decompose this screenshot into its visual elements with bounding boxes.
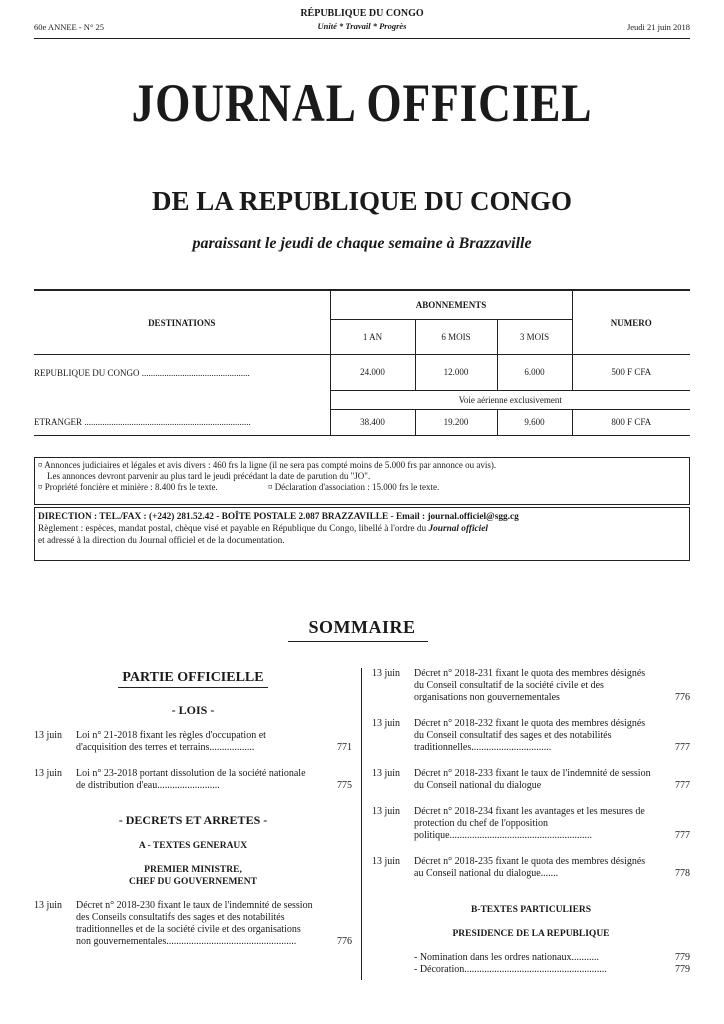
list-item[interactable]: 13 juin Décret n° 2018-232 fixant le quota des membres désignés du Conseil consultatif des sages et des notabilités traditionnelles................................ 777: [372, 718, 690, 753]
premier-ministre: PREMIER MINISTRE,: [144, 865, 242, 875]
announcement-deadline: Les annonces devront parvenir au plus tard le jeudi précédant la date de parution du "JO".: [47, 471, 371, 481]
list-item[interactable]: 13 juin Décret n° 2018-230 fixant le taux de l'indemnité de session des Conseils consultatifs des sages et des notabilités traditionnelles et de la société civile et des organisations non gouvernementales.................................................... 776: [34, 900, 352, 947]
journal-title: JOURNAL OFFICIEL: [131, 73, 593, 133]
row-congo-numero: 500 F CFA: [572, 355, 690, 391]
row-etranger-1an: 38.400: [330, 409, 415, 436]
journal-subtitle: DE LA REPUBLIQUE DU CONGO: [151, 186, 573, 216]
section-lois: - LOIS -: [171, 703, 215, 717]
col-6mois: 6 MOIS: [415, 320, 497, 355]
col-destinations: DESTINATIONS: [34, 290, 330, 355]
row-congo-6mois: 12.000: [415, 355, 497, 391]
column-divider: [361, 668, 362, 980]
country-name: RÉPUBLIQUE DU CONGO: [300, 8, 424, 19]
national-motto: Unité * Travail * Progrès: [317, 21, 407, 31]
row-congo-1an: 24.000: [330, 355, 415, 391]
list-item[interactable]: 13 juin Décret n° 2018-233 fixant le taux de l'indemnité de session du Conseil national du dialogue 777: [372, 768, 690, 791]
partie-officielle: PARTIE OFFICIELLE: [118, 670, 267, 688]
reglement-address: et adressé à la direction du Journal officiel et de la documentation.: [38, 536, 285, 546]
list-item[interactable]: 13 juin Décret n° 2018-235 fixant le quota des membres désignés au Conseil national du dialogue....... 778: [372, 856, 690, 879]
list-item[interactable]: 13 juin Loi n° 21-2018 fixant les règles d'occupation et d'acquisition des terres et terrains.................. 771: [34, 730, 352, 753]
announcement-fonciere: ¤ Propriété foncière et minière : 8.400 frs le texte.: [38, 482, 218, 492]
col-abonnements: ABONNEMENTS: [330, 290, 572, 320]
reglement-text: Règlement : espèces, mandat postal, chèque visé et payable en République du Congo, libellé à l'ordre du: [38, 524, 429, 534]
row-etranger-dest: ETRANGER ..........................................................................: [34, 409, 330, 436]
row-etranger-3mois: 9.600: [497, 409, 572, 436]
journal-tagline: paraissant le jeudi de chaque semaine à Brazzaville: [192, 235, 532, 252]
announcements-box: [34, 457, 690, 505]
list-item[interactable]: - Nomination dans les ordres nationaux........... 779: [414, 952, 690, 963]
sommaire-title: SOMMAIRE: [308, 617, 416, 637]
row-etranger-6mois: 19.200: [415, 409, 497, 436]
sommaire-right-column: [372, 668, 690, 976]
issue-date: Jeudi 21 juin 2018: [626, 22, 690, 32]
chef-gouvernement: CHEF DU GOUVERNEMENT: [129, 877, 257, 887]
section-textes-generaux: A - TEXTES GENERAUX: [138, 841, 248, 851]
list-item[interactable]: - Décoration......................................................... 779: [414, 964, 690, 975]
list-item[interactable]: 13 juin Décret n° 2018-234 fixant les avantages et les mesures de protection du chef de l'opposition politique......................................................... 777: [372, 806, 690, 841]
direction-box: [34, 507, 690, 561]
list-item[interactable]: 13 juin Décret n° 2018-231 fixant le quota des membres désignés du Conseil consultatif de la société civile et des organisations non gouvernementales 776: [372, 668, 690, 703]
announcement-association: ¤ Déclaration d'association : 15.000 frs le texte.: [267, 482, 440, 492]
reglement-journal: Journal officiel: [428, 524, 488, 534]
sommaire-left-column: [34, 672, 352, 962]
col-1an: 1 AN: [330, 320, 415, 355]
row-etranger-numero: 800 F CFA: [572, 409, 690, 436]
col-numero: NUMERO: [572, 290, 690, 355]
col-3mois: 3 MOIS: [497, 320, 572, 355]
section-decrets: - DECRETS ET ARRETES -: [118, 813, 268, 827]
voie-aerienne: Voie aérienne exclusivement: [330, 390, 690, 409]
announcement-rate: ¤ Annonces judiciaires et légales et avis divers : 460 frs la ligne (il ne sera pas compté moins de 5.000 frs par annonce ou avis).: [38, 460, 497, 470]
subscription-table: [34, 289, 690, 436]
list-item[interactable]: 13 juin Loi n° 23-2018 portant dissolution de la société nationale de distribution d'eau......................... 775: [34, 768, 352, 791]
row-congo-3mois: 6.000: [497, 355, 572, 391]
direction-contact: DIRECTION : TEL./FAX : (+242) 281.52.42 - BOÎTE POSTALE 2.087 BRAZZAVILLE - Email : journal.officiel@sgg.cg: [38, 512, 519, 522]
row-congo-dest: REPUBLIQUE DU CONGO ................................................: [34, 355, 330, 391]
issue-number: 60e ANNEE - N° 25: [34, 22, 104, 32]
sommaire-underline: [288, 641, 428, 642]
section-textes-particuliers: B-TEXTES PARTICULIERS: [470, 905, 592, 915]
section-presidence: PRESIDENCE DE LA REPUBLIQUE: [452, 929, 610, 939]
header-rule: [34, 38, 690, 39]
